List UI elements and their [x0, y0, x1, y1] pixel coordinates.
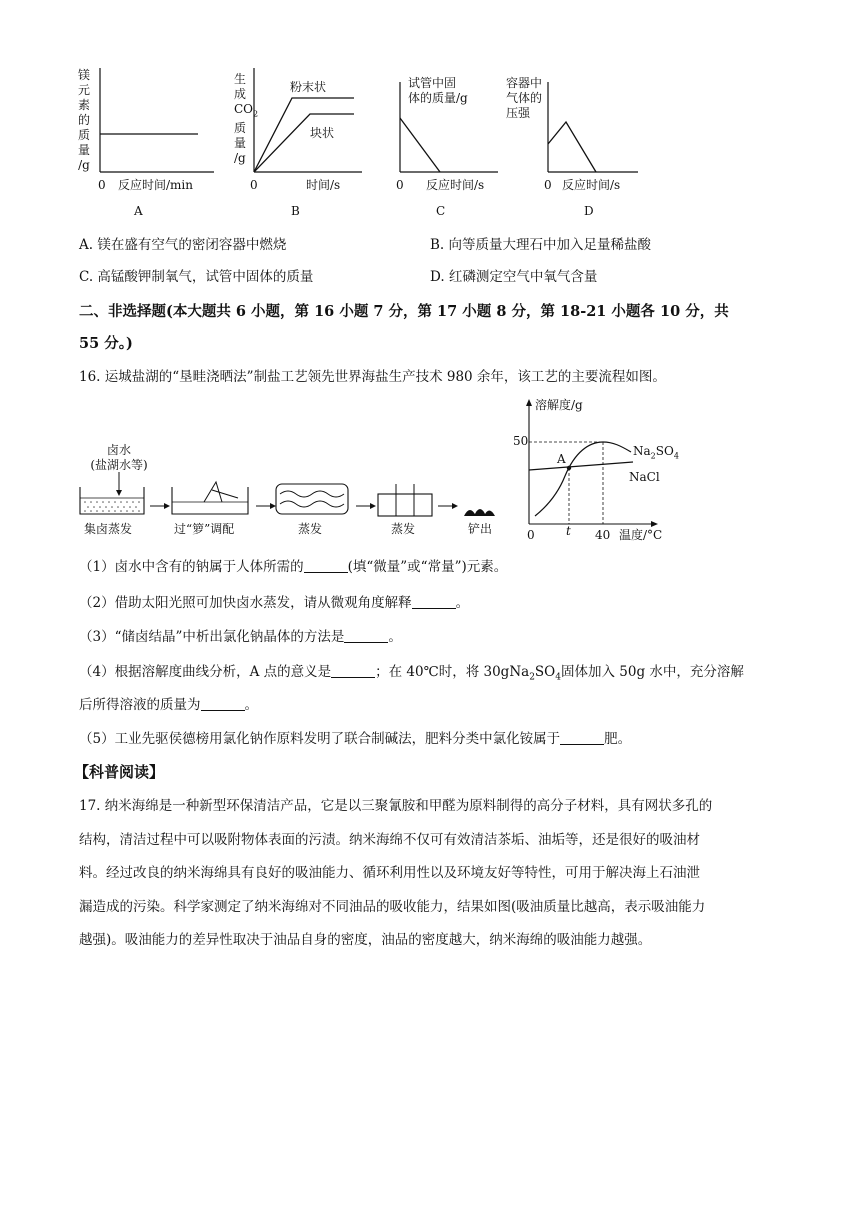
sol-nacl-label: NaCl	[629, 470, 660, 484]
basin-4	[378, 484, 432, 516]
graph-b-caption: B	[291, 204, 300, 218]
graph-d-ylabel-lines: 容器中 气体的 压强	[506, 76, 543, 120]
answer-blank[interactable]	[304, 558, 348, 573]
q16-sub5: （5）工业先驱侯德榜用氯化钠作原料发明了联合制碱法，肥料分类中氯化铵属于 肥。	[79, 731, 632, 747]
sol-ylabel: 溶解度/g	[535, 398, 583, 412]
basin-1	[80, 487, 144, 514]
graph-a-ylabel: 镁 元 素 的 质 量 /g	[77, 68, 90, 172]
flow-step1: 集卤蒸发	[84, 522, 133, 536]
graph-b-xlabel: 时间/s	[306, 178, 341, 192]
graph-a-xlabel: 反应时间/min	[118, 178, 193, 192]
option-a: A. 镁在盛有空气的密闭容器中燃烧	[79, 237, 287, 253]
graph-a-caption: A	[134, 204, 143, 218]
point-a	[567, 466, 571, 470]
graph-b	[234, 68, 364, 218]
flow-step4: 蒸发	[391, 522, 416, 536]
sol-t: t	[566, 524, 571, 538]
flow-step5: 铲出	[468, 522, 493, 536]
graph-c-xlabel: 反应时间/s	[426, 178, 485, 192]
graph-d-caption: D	[584, 204, 594, 218]
sol-point-a-label: A	[557, 452, 566, 466]
option-d: D. 红磷测定空气中氧气含量	[430, 269, 598, 285]
q16-sub4: （4）根据溶解度曲线分析，A 点的意义是 ；在 40℃时，将 $30gNa_2SO_4$固体加入 50g 水中，充分溶解	[79, 664, 744, 683]
answer-blank[interactable]	[344, 628, 388, 643]
sol-origin: 0	[527, 528, 535, 542]
section2-heading: 二、非选择题(本大题共 6 小题，第 16 小题 7 分，第 17 小题 8 分，第 18-21 小题各 10 分，共 55 分。)	[79, 303, 729, 352]
graph-b-origin: 0	[250, 178, 258, 192]
answer-blank[interactable]	[560, 730, 604, 745]
graph-b-ylabel: 生 成 $CO_2$ 质 量 /g	[234, 72, 259, 166]
graph-d-plot	[542, 68, 662, 178]
graph-a	[76, 68, 216, 218]
option-c: C. 高锰酸钾制氧气，试管中固体的质量	[79, 269, 314, 285]
graph-b-curve1-label: 粉末状	[290, 80, 327, 94]
graph-c-origin: 0	[396, 178, 404, 192]
basin-2	[172, 482, 248, 514]
flow-step3: 蒸发	[298, 522, 323, 536]
graph-c-line	[400, 118, 440, 172]
q16-sub3: （3）“储卤结晶”中析出氯化钠晶体的方法是 。	[79, 629, 402, 645]
option-b: B. 向等质量大理石中加入足量稀盐酸	[430, 237, 652, 253]
graph-a-plot	[94, 68, 216, 178]
sol-y50: 50	[513, 434, 529, 448]
graph-b-powder-curve	[254, 98, 354, 172]
graph-d-line	[548, 122, 596, 172]
graph-b-curve2-label: 块状	[310, 126, 335, 140]
sol-xlabel: 温度/°C	[619, 528, 663, 542]
graph-c	[394, 68, 504, 218]
q16-stem: 16. 运城盐湖的“垦畦浇晒法”制盐工艺领先世界海盐生产技术 980 余年，该工艺的主要流程如图。	[79, 369, 666, 385]
answer-blank[interactable]	[331, 663, 375, 678]
na2so4-curve	[535, 442, 631, 516]
answer-blank[interactable]	[201, 696, 245, 711]
nacl-curve	[529, 462, 633, 470]
sol-x40: 40	[595, 528, 611, 542]
graph-d-xlabel: 反应时间/s	[562, 178, 621, 192]
q16-flow-diagram	[76, 440, 516, 540]
graph-a-origin: 0	[98, 178, 106, 192]
q16-sub1: （1）卤水中含有的钠属于人体所需的 (填“微量”或“常量”)元素。	[79, 559, 508, 575]
salt-piles	[464, 509, 495, 516]
flow-step2: 过“箩”调配	[174, 522, 235, 536]
graph-d	[506, 68, 662, 218]
solubility-chart	[505, 396, 685, 546]
basin-3	[276, 484, 348, 514]
flow-svg	[76, 440, 516, 540]
graph-c-caption: C	[436, 204, 446, 218]
q17-paragraph: 17. 纳米海绵是一种新型环保清洁产品，它是以三聚氰胺和甲醛为原料制得的高分子材料，具有网状多孔的 结构，清洁过程中可以吸附物体表面的污渍。纳米海绵不仅可有效清洁茶垢、油垢等，还是很好的吸油材 料。经过改良的纳米海绵具有良好的吸油能力、循环利用性以及环境友好等特性，可用于解决海上石油泄 漏造成的污染。科学家测定了纳米海绵对不同油品的吸收能力，结果如图(吸油质量比越高，表示吸油能力 越强)。吸油能力的差异性取决于油品自身的密度，油品的密度越大，纳米海绵的吸油能力越强。	[79, 798, 713, 948]
sol-na2so4-label: $Na_2SO_4$	[633, 444, 679, 461]
flow-input-label: 卤水 (盐湖水等)	[90, 443, 148, 472]
graph-c-ylabel: 试管中固 体的质量/g	[408, 76, 468, 105]
answer-blank[interactable]	[412, 594, 456, 609]
graph-d-origin: 0	[544, 178, 552, 192]
q16-sub4-line2: 后所得溶液的质量为 。	[79, 697, 258, 713]
q16-sub2: （2）借助太阳光照可加快卤水蒸发，请从微观角度解释 。	[79, 595, 470, 611]
reading-heading: 【科普阅读】	[74, 763, 165, 781]
